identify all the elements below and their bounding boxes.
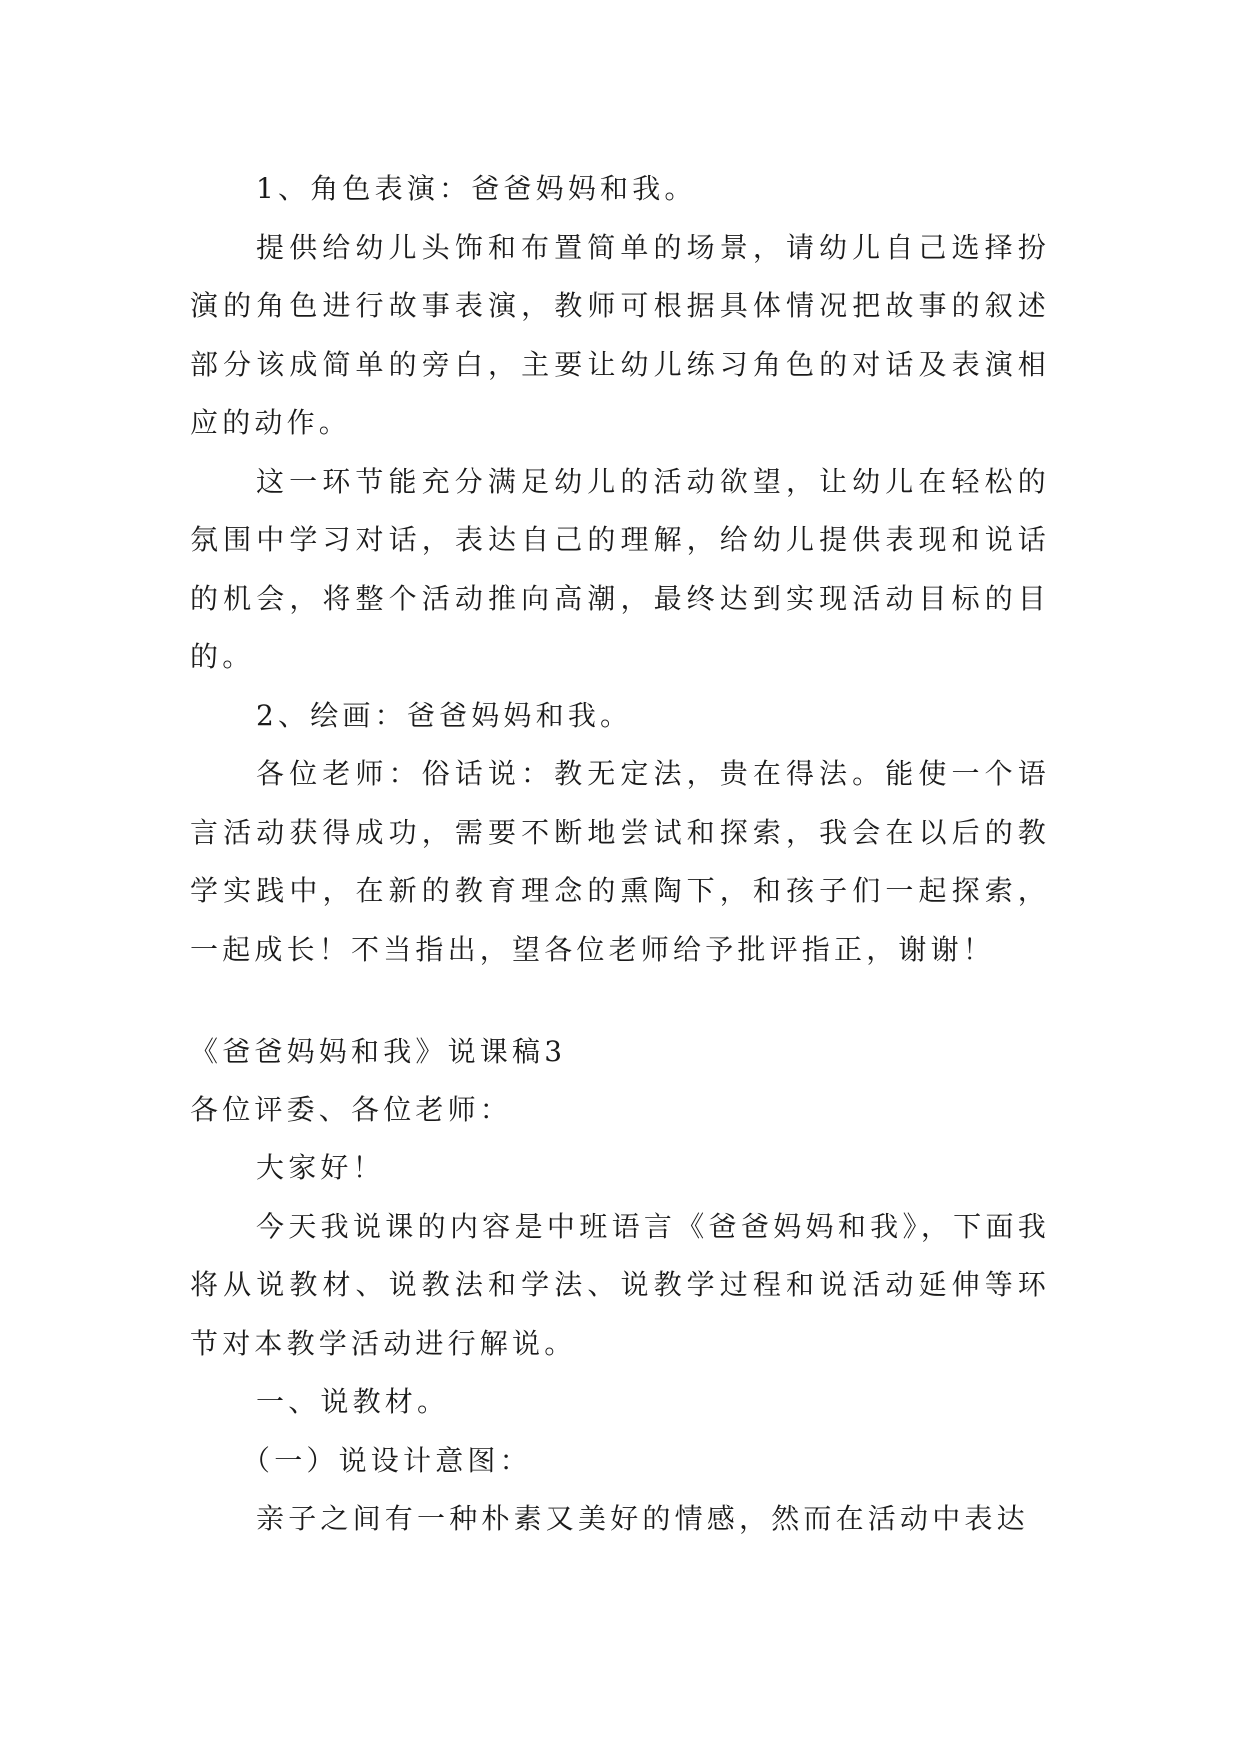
closing-paragraph: 各位老师：俗话说：教无定法，贵在得法。能使一个语言活动获得成功，需要不断地尝试和探索，我会在以后的教学实践中，在新的教育理念的熏陶下，和孩子们一起探索，一起成长！不当指出，望各位老师给予批评指正，谢谢！ — [190, 757, 1050, 966]
item2-heading: 2、绘画：爸爸妈妈和我。 — [256, 698, 633, 732]
section-spacer — [190, 979, 1050, 1023]
intro-paragraph: 今天我说课的内容是中班语言《爸爸妈妈和我》，下面我将从说教材、说教法和学法、说教学过程和说活动延伸等环节对本教学活动进行解说。 — [190, 1209, 1050, 1360]
item1-paragraph-1: 提供给幼儿头饰和布置简单的场景，请幼儿自己选择扮演的角色进行故事表演，教师可根据具体情况把故事的叙述部分该成简单的旁白，主要让幼儿练习角色的对话及表演相应的动作。 — [190, 230, 1050, 439]
item1-paragraph-2: 这一环节能充分满足幼儿的活动欲望，让幼儿在轻松的氛围中学习对话，表达自己的理解，给幼儿提供表现和说话的机会，将整个活动推向高潮，最终达到实现活动目标的目的。 — [190, 464, 1050, 673]
document-body — [190, 160, 1050, 1549]
sub1-paragraph: 亲子之间有一种朴素又美好的情感，然而在活动中表达 — [256, 1502, 1029, 1535]
greeting: 大家好！ — [256, 1151, 385, 1184]
salutation: 各位评委、各位老师： — [190, 1093, 513, 1126]
item1-heading: 1、角色表演：爸爸妈妈和我。 — [256, 172, 697, 205]
part1-heading: 一、说教材。 — [256, 1385, 450, 1418]
sub1-heading: （一）说设计意图： — [242, 1443, 532, 1477]
section-title: 《爸爸妈妈和我》说课稿3 — [190, 1035, 567, 1068]
